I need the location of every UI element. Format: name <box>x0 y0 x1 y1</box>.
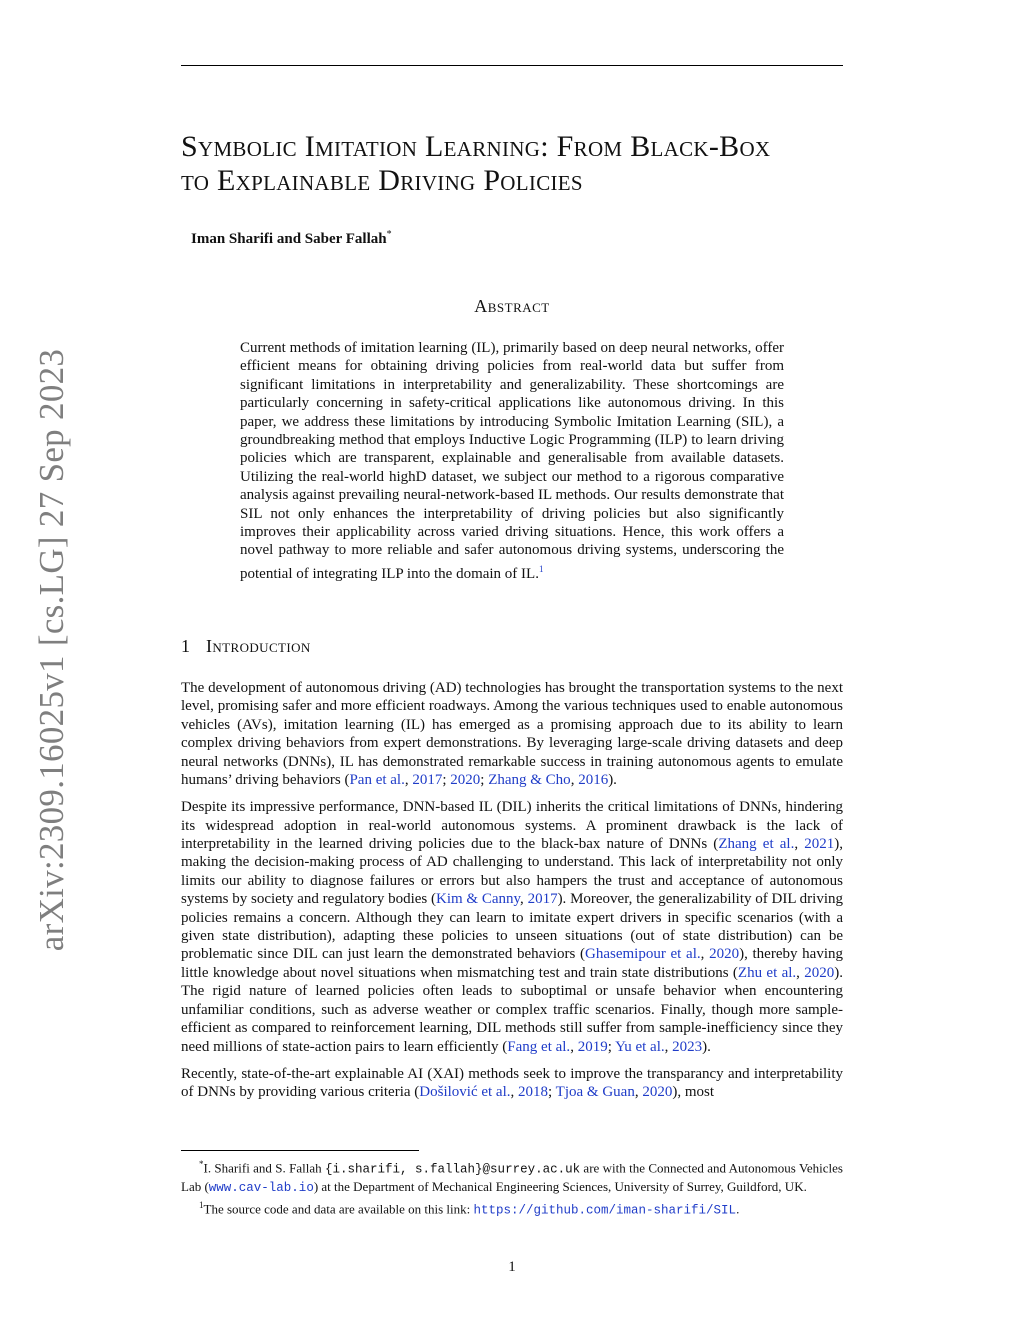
citation-link[interactable]: Pan et al. <box>349 772 405 789</box>
text-run: , <box>520 891 528 908</box>
citation-link[interactable]: 2019 <box>577 1038 608 1055</box>
text-run: ). Moreover, the generalizability of DIL driving policies remains a concern. Although they can learn to imitate expert drivers in specific scenarios (with a given state distribution), adapting these policies to unseen situations (out of state distribution) can be problematic since DIL can just learn the demonstrated behaviors ( <box>181 891 844 963</box>
citation-link[interactable]: 2018 <box>518 1084 549 1101</box>
abstract-heading: Abstract <box>474 296 550 316</box>
citation-link[interactable]: Došilović et al. <box>419 1084 511 1101</box>
footnote-code <box>181 1197 843 1219</box>
text-run: are with the Connected and Autonomous Vehicles Lab ( <box>181 1160 843 1195</box>
citation-link[interactable]: 2020 <box>804 964 835 981</box>
citation-link[interactable]: 2020 <box>709 946 740 963</box>
text-run: , <box>404 772 413 789</box>
citation-link[interactable]: Zhang & Cho <box>488 772 571 789</box>
paragraph-3 <box>181 1065 843 1102</box>
paper-title <box>181 130 861 198</box>
citation-link[interactable]: Zhang et al. <box>718 836 795 853</box>
text-run: ; <box>548 1084 556 1101</box>
text-run: Despite its impressive performance, DNN-based IL (DIL) inherits the critical limitations of DNNs, hindering its widespread adoption in real-world autonomous systems. A prominent drawback is the lack of interpretability in the learned driving policies due to the black-bax nature of DNNs ( <box>181 799 843 853</box>
text-run: , <box>796 964 805 981</box>
arxiv-stamp: arXiv:2309.16025v1 [cs.LG] 27 Sep 2023 <box>32 348 71 952</box>
authors <box>191 229 392 248</box>
text-run: ). <box>608 772 617 789</box>
text-run: ), thereby having little knowledge about novel situations when mismatching test and train state distributions ( <box>181 946 844 981</box>
text-run: ), making the decision-making process of AD challenging to understand. This lack of interpretability not only limits our ability to diagnose failures or errors but also hampers the trust and acceptance of autonomous systems by society and regulatory bodies ( <box>181 836 843 908</box>
text-run: ). The rigid nature of learned policies often leads to suboptimal or unsafe behavior when encountering unfamiliar conditions, such as adverse weather or complex traffic scenarios. Finally, though more sample-efficient as compared to reinforcement learning, DIL methods still suffer from sample-inefficiency since they need millions of state-action pairs to learn efficiently ( <box>181 964 843 1055</box>
body-text <box>181 679 843 1110</box>
text-run: ; <box>442 772 451 789</box>
section-number: 1 <box>181 636 190 656</box>
citation-link[interactable]: 2020 <box>450 772 481 789</box>
text-run: The development of autonomous driving (AD) technologies has brought the transportation systems to the next level, promising safer and more efficient roadways. Among the various techniques used to enable autonomous vehicles (AVs), imitation learning (IL) has emerged as a promising approach due to its ability to learn complex driving behaviors from expert demonstrations. By leveraging large-scale driving datasets and deep neural networks (DNNs), IL has demonstrated remarkable success in training autonomous agents to emulate humans’ driving behaviors ( <box>181 680 843 789</box>
lab-url-link[interactable]: www.cav-lab.io <box>208 1181 314 1196</box>
text-run: , <box>634 1084 643 1101</box>
abstract-text <box>240 339 784 583</box>
citation-link[interactable]: 2016 <box>578 772 609 789</box>
text-run: , <box>794 836 805 853</box>
github-url-link[interactable]: https://github.com/iman-sharifi/SIL <box>473 1203 737 1218</box>
abstract-footnote-link[interactable]: 1 <box>538 563 544 574</box>
citation-link[interactable]: Ghasemipour et al. <box>585 946 701 963</box>
text-run: I. Sharifi and S. Fallah <box>203 1160 325 1176</box>
title-line-2: to Explainable Driving Policies <box>181 164 583 197</box>
citation-link[interactable]: Yu et al. <box>615 1038 665 1055</box>
text-run: ) at the Department of Mechanical Engineering Sciences, University of Surrey, Guildford, UK. <box>313 1179 807 1195</box>
text-run: . <box>736 1201 740 1217</box>
citation-link[interactable]: 2021 <box>804 836 835 853</box>
footnotes <box>181 1156 843 1220</box>
section-heading-introduction <box>181 636 311 657</box>
author-footnote-mark: * <box>386 229 392 240</box>
text-run: , <box>700 946 710 963</box>
footnote-affiliation <box>181 1156 843 1197</box>
text-run: , <box>510 1084 519 1101</box>
citation-link[interactable]: Tjoa & Guan <box>555 1084 635 1101</box>
citation-link[interactable]: Fang et al. <box>507 1038 571 1055</box>
text-run: Recently, state-of-the-art explainable AI (XAI) methods seek to improve the transparancy and interpretability of DNNs by providing various criteria ( <box>181 1065 843 1101</box>
title-line-1: Symbolic Imitation Learning: From Black-Box <box>181 130 771 163</box>
page-number: 1 <box>508 1259 516 1275</box>
text-run: , <box>664 1038 673 1055</box>
text-run: , <box>570 1038 578 1055</box>
text-run: , <box>570 772 579 789</box>
footnote-mark: 1 <box>199 1200 204 1211</box>
footnote-mark: * <box>199 1159 204 1169</box>
citation-link[interactable]: 2017 <box>527 891 558 908</box>
text-run: ; <box>607 1038 616 1055</box>
text-run: The source code and data are available on this link: <box>203 1201 474 1217</box>
text-run: ). <box>702 1038 711 1055</box>
section-title: Introduction <box>206 636 311 656</box>
citation-link[interactable]: 2020 <box>642 1084 673 1101</box>
author-emails: {i.sharifi, s.fallah}@surrey.ac.uk <box>324 1162 581 1177</box>
text-run: ), most <box>672 1084 714 1101</box>
citation-link[interactable]: Zhu et al. <box>737 964 797 981</box>
citation-link[interactable]: 2017 <box>412 772 443 789</box>
paragraph-2 <box>181 798 843 1056</box>
paragraph-1 <box>181 679 843 789</box>
abstract-body: Current methods of imitation learning (IL), primarily based on deep neural networks, offer efficient means for obtaining driving policies from real-world data but suffer from significant limitations in interpretability and generalizability. These shortcomings are particularly concerning in safety-critical applications like autonomous driving. In this paper, we address these limitations by introducing Symbolic Imitation Learning (SIL), a groundbreaking method that employs Inductive Logic Programming (ILP) to learn driving policies which are transparent, explainable and generalisable from available datasets. Utilizing the real-world highD dataset, we subject our method to a rigorous comparative analysis against prevailing neural-network-based IL methods. Our results demonstrate that SIL not only enhances the interpretability of driving policies but also significantly improves their applicability across varied driving situations. Hence, this work offers a novel pathway to more reliable and safer autonomous driving systems, underscoring the potential of integrating ILP into the domain of IL. <box>240 340 784 582</box>
footnote-rule <box>181 1150 419 1151</box>
author-names: Iman Sharifi and Saber Fallah <box>191 231 387 247</box>
citation-link[interactable]: 2023 <box>672 1038 703 1055</box>
citation-link[interactable]: Kim & Canny <box>436 891 521 908</box>
top-rule <box>181 65 843 66</box>
text-run: ; <box>480 772 489 789</box>
